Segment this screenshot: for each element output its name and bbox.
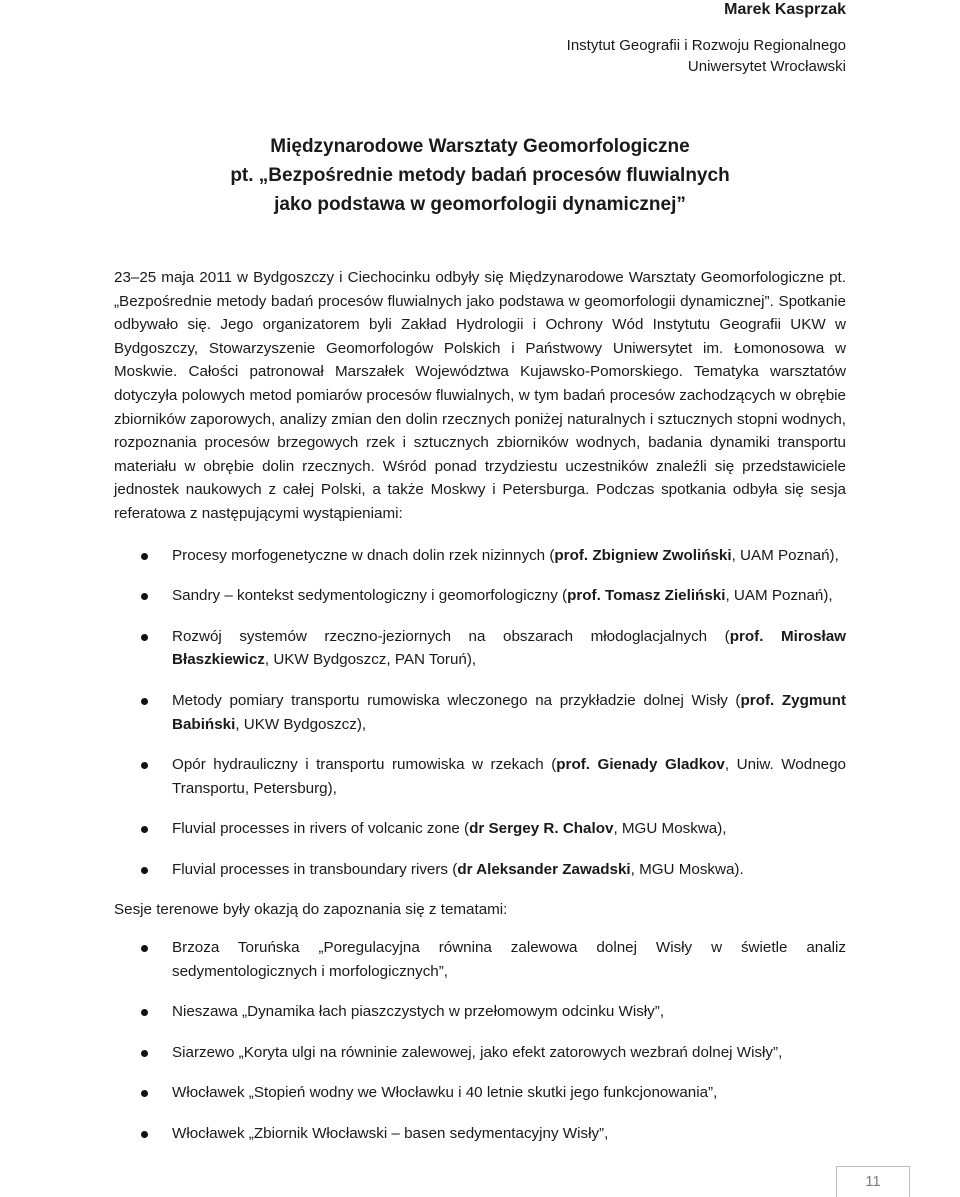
bullet-icon [141, 634, 148, 641]
list-item: Fluvial processes in rivers of volcanic zone (dr Sergey R. Chalov, MGU Moskwa), [114, 817, 846, 841]
field-sessions-list [114, 936, 846, 1146]
document-body [114, 266, 846, 1163]
sessions-intro: Sesje terenowe były okazją do zapoznania się z tematami: [114, 901, 508, 919]
list-item: Siarzewo „Koryta ulgi na równinie zalewowej, jako efekt zatorowych wezbrań dolnej Wisły”, [114, 1041, 846, 1065]
bullet-icon [141, 762, 148, 769]
institute-name: Instytut Geografii i Rozwoju Regionalnego [566, 37, 846, 54]
title-line-2: pt. „Bezpośrednie metody badań procesów fluwialnych [230, 165, 730, 186]
speaker-name: prof. Zygmunt Babiński [172, 691, 846, 733]
speaker-name: prof. Tomasz Zieliński [567, 587, 726, 605]
university-name: Uniwersytet Wrocławski [687, 58, 846, 75]
list-item: Nieszawa „Dynamika łach piaszczystych w przełomowym odcinku Wisły”, [114, 1000, 846, 1024]
author-name: Marek Kasprzak [724, 1, 846, 18]
bullet-icon [141, 593, 148, 600]
bullet-icon [141, 553, 148, 560]
talks-list [114, 544, 846, 882]
list-item: Włocławek „Stopień wodny we Włocławku i 40 letnie skutki jego funkcjonowania”, [114, 1081, 846, 1105]
page-number: 11 [865, 1173, 881, 1190]
bullet-icon [141, 826, 148, 833]
list-item: Fluvial processes in transboundary rivers (dr Aleksander Zawadski, MGU Moskwa). [114, 858, 846, 882]
intro-text-4: Tematyka warsztatów dotyczyła polowych metod pomiarów procesów fluwialnych, w tym badań procesów zachodzących w obrębie zbiorników zaporowych, analizy zmian den dolin rzecznych poniżej naturalnych i sztucznych stopni wodnych, rozpoznania procesów brzegowych rzek i sztucznych zbiorników wodnych, badania dynamiki transportu materiału w obrębie dolin rzecznych. Wśród ponad trzydziestu uczestników znaleźli się przedstawiciele jednostek naukowych z całej Polski, a także Moskwy i Petersburga. Podczas spotkania odbyła się sesja referatowa z następującymi wystąpieniami: [114, 363, 846, 522]
intro-paragraph [114, 266, 846, 526]
list-item: Rozwój systemów rzeczno-jeziornych na obszarach młodoglacjalnych (prof. Mirosław Błaszkiewicz, UKW Bydgoszcz, PAN Toruń), [114, 625, 846, 672]
intro-text-3: Całości patronował Marszałek Województwa Kujawsko-Pomorskiego. [177, 363, 683, 381]
speaker-name: prof. Gienady Gladkov [556, 756, 725, 774]
list-item: Procesy morfogenetyczne w dnach dolin rzek nizinnych (prof. Zbigniew Zwoliński, UAM Poznań), [114, 544, 846, 568]
list-item: Brzoza Toruńska „Poregulacyjna równina zalewowa dolnej Wisły w świetle analiz sedymentologicznych i morfologicznych”, [114, 936, 846, 983]
intro-text-2: Jego organizatorem byli Zakład Hydrologii i Ochrony Wód Instytutu Geografii UKW w Bydgoszczy, Stowarzyszenie Geomorfologów Polskich i Państwowy Uniwersytet im. Łomonosowa w Moskwie. [114, 316, 846, 381]
bullet-icon [141, 1050, 148, 1057]
page-number-box [836, 1166, 910, 1197]
bullet-icon [141, 698, 148, 705]
list-item: Sandry – kontekst sedymentologiczny i geomorfologiczny (prof. Tomasz Zieliński, UAM Poznań), [114, 584, 846, 608]
bullet-icon [141, 945, 148, 952]
title-line-1: Międzynarodowe Warsztaty Geomorfologiczne [270, 136, 690, 157]
bullet-icon [141, 1131, 148, 1138]
bullet-icon [141, 1009, 148, 1016]
list-item: Opór hydrauliczny i transportu rumowiska w rzekach (prof. Gienady Gladkov, Uniw. Wodnego Transportu, Petersburg), [114, 753, 846, 800]
speaker-name: dr Aleksander Zawadski [457, 860, 631, 878]
speaker-name: prof. Mirosław Błaszkiewicz [172, 627, 846, 669]
bullet-icon [141, 867, 148, 874]
page-header [567, 0, 846, 77]
speaker-name: prof. Zbigniew Zwoliński [554, 546, 732, 564]
list-item: Metody pomiary transportu rumowiska wleczonego na przykładzie dolnej Wisły (prof. Zygmunt Babiński, UKW Bydgoszcz), [114, 689, 846, 736]
document-title [114, 132, 846, 219]
list-item: Włocławek „Zbiornik Włocławski – basen sedymentacyjny Wisły”, [114, 1122, 846, 1146]
bullet-icon [141, 1090, 148, 1097]
title-line-3: jako podstawa w geomorfologii dynamicznej” [274, 194, 686, 215]
intro-text-1: 23–25 maja 2011 w Bydgoszczy i Ciechocinku odbyły się Międzynarodowe Warsztaty Geomorfologiczne pt. „Bezpośrednie metody badań procesów fluwialnych jako podstawa w geomorfologii dynamicznej”. Spotkanie odbywało się. [114, 269, 846, 334]
speaker-name: dr Sergey R. Chalov [469, 820, 614, 838]
